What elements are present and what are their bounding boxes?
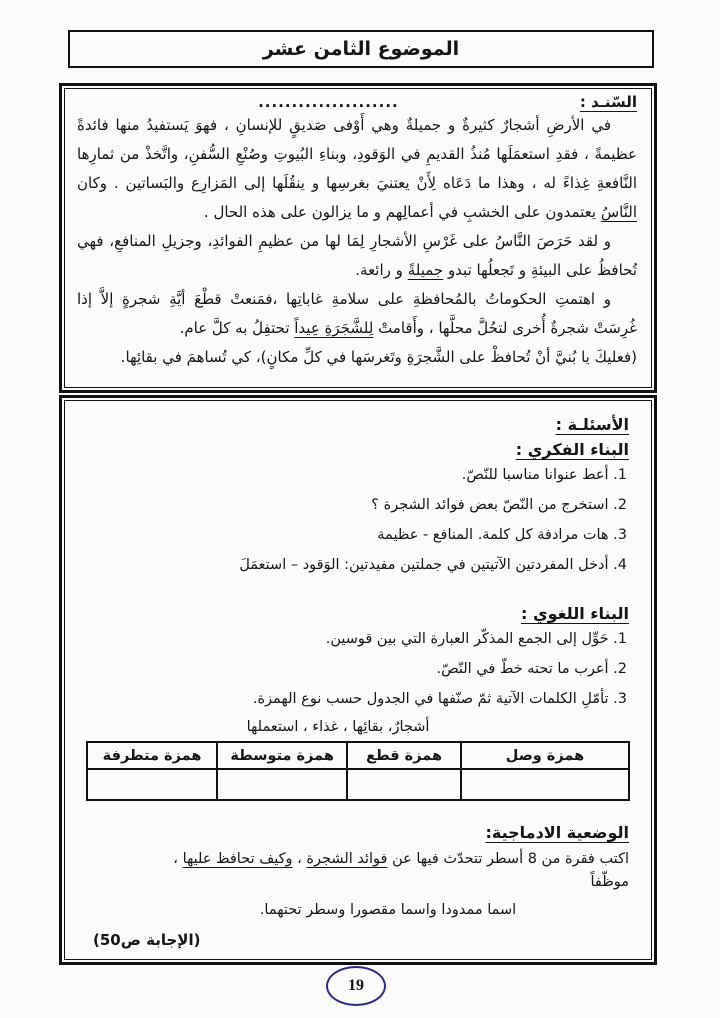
- fikri-section-title: البناء الفكري :: [515, 440, 629, 459]
- fikri-question-3: 3. هات مرادفة كل كلمة. المنافع - عظيمة: [377, 527, 627, 544]
- hamza-table-header-row: [87, 742, 629, 769]
- questions-heading: الأسئلـة :: [555, 415, 629, 434]
- hamza-header-mutawassita: همزة متوسطة: [217, 742, 347, 769]
- sanad-paragraph-2: و لقد حَرَصَ النَّاسُ على غَرْسِ الأشجارِ لِمَا لها من عظيمِ الفوائدِ، وجزيلِ المنافعِ، فهي تُحافظُ على البيئةِ و تَجعلُها تبدو جميلةً و رائعة.: [77, 231, 637, 279]
- lughawi-section-title: البناء اللغوي :: [520, 604, 629, 624]
- sanad-title-row: [77, 93, 637, 111]
- page-title: الموضوع الثامن عشر: [262, 38, 460, 60]
- hamza-cell-wasl: [461, 769, 629, 800]
- sanad-paragraph-4: (فعليكَ يا بُنيَّ أنْ تُحافظْ على الشَّجرَةِ وتَغرسَها في كلِّ مكانٍ)، كي تُساهمَ في بقائِها.: [120, 347, 637, 366]
- idmajiya-task-continuation: موظّفاً: [590, 874, 629, 891]
- sanad-text: [77, 111, 637, 371]
- header-title-box: [68, 30, 654, 68]
- hamza-cell-mutawassita: [217, 769, 347, 800]
- questions-box: [64, 400, 652, 960]
- hamza-cell-mutatarrifa: [87, 769, 217, 800]
- hamza-table-empty-row: [87, 769, 629, 800]
- hamza-classification-table: [86, 741, 630, 801]
- lughawi-question-2: 2. أعرب ما تحته خطّ في النّصّ.: [436, 661, 627, 678]
- hamza-header-qat: همزة قطع: [347, 742, 461, 769]
- sanad-paragraph-3: و اهتمتِ الحكوماتُ بالمُحافظةِ على سلامةِ غاباتِها ،فمَنعتْ قطْعَ أيَّةِ شجرةٍ إلاَّ إذا غُرِسَتْ شجرةٌ أُخرى لتحُلَّ محلَّها ، وأَقامتْ لِلشَّجَرَةِ عِيداً تحتفِلُ به كلَّ عام.: [77, 289, 637, 337]
- hamza-header-wasl: همزة وصل: [461, 742, 629, 769]
- idmajiya-section-title: الوضعية الادماجية:: [485, 823, 629, 843]
- lughawi-question-list: [83, 629, 627, 710]
- fikri-question-4: 4. أدخل المفردتين الآتيتين في جملتين مفيدتين: الوَقود – استعمَلَ: [239, 557, 627, 574]
- fikri-question-2: 2. استخرج من النّصّ بعض فوائد الشجرة ؟: [371, 497, 627, 514]
- page-number: 19: [348, 977, 364, 994]
- sanad-label: السّنـد :: [579, 93, 637, 111]
- hamza-header-mutatarrifa: همزة متطرفة: [87, 742, 217, 769]
- answer-page-reference: (الإجابة ص50): [93, 931, 201, 949]
- fikri-question-list: [83, 465, 627, 576]
- lughawi-question-3: 3. تأمّلِ الكلمات الآتية ثمّ صنّفها في الجدول حسب نوع الهمزة.: [252, 691, 627, 708]
- fikri-question-1: 1. أعط عنوانا مناسبا للنّصّ.: [461, 467, 627, 483]
- hamza-cell-qat: [347, 769, 461, 800]
- idmajiya-task-line: اكتب فقرة من 8 أسطر تتحدّث فيها عن فوائد الشجرة ، وكيف تحافظ عليها ،: [173, 851, 629, 868]
- hamza-words-line: أشجارٌ، بقائِها ، غذاء ، استعملها: [246, 719, 430, 736]
- sanad-title-dots: .....................: [258, 93, 399, 111]
- sanad-paragraph-1: في الأرضِ أشجارٌ كثيرةٌ و جميلةٌ وهي أَوْفى صَديقٍ للإنسانِ ، فهوَ يَستفيدُ منها فائدةً عظيمةً ، فقدِ استعمَلَها مُنذُ القديمِ في الوَقودِ، وبناءِ البُيوتِ وصُنْعِ السُّفنِ، واتَّخذْ من ثمارِها النَّافعةِ غِذاءً له ، وهذا ما دَعَاه لِأَنْ يعتنيَ بغرسِها و ينقُلَها إلى المَزارِع والبَساتين . وكان النَّاسُ يعتمدون على الخشبِ في أعمالِهم و ما يزالون على هذه الحال .: [77, 116, 637, 221]
- idmajiya-requirements-line: اسما ممدودا واسما مقصورا وسطر تحتهما.: [259, 902, 517, 919]
- page-number-badge: [326, 966, 386, 1006]
- idmajiya-section: [83, 823, 633, 918]
- lughawi-question-1: 1. حَوِّل إلى الجمع المذكّر العبارة التي بين قوسين.: [325, 631, 627, 648]
- sanad-box: [64, 88, 652, 388]
